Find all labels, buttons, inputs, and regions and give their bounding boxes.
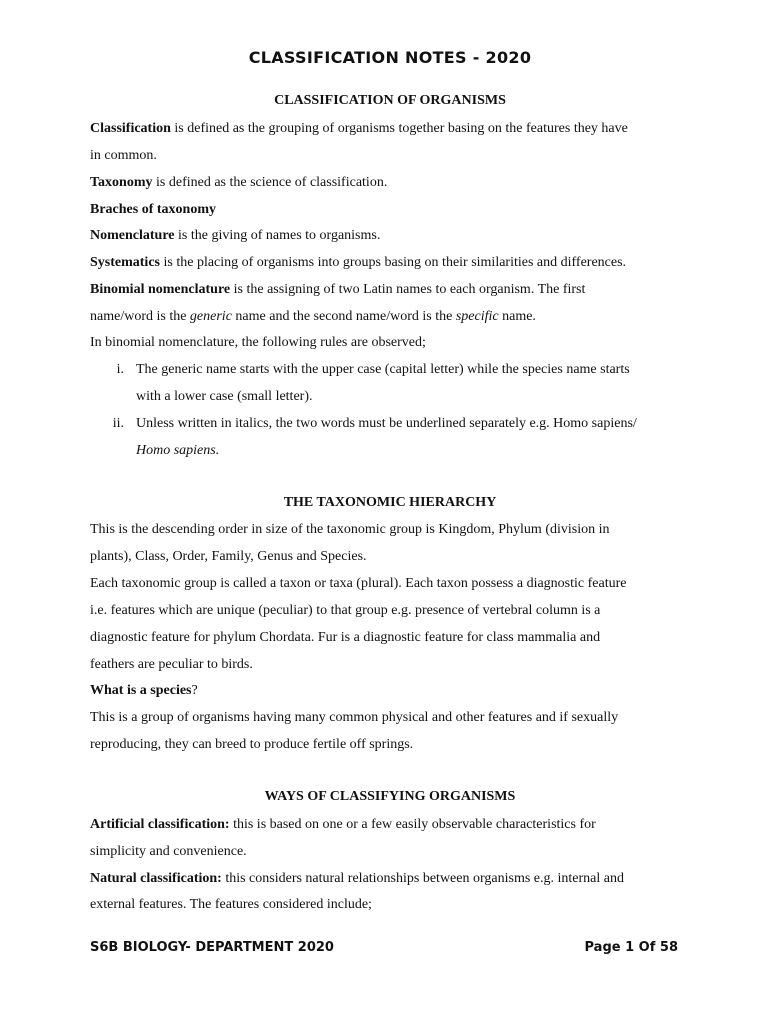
term-systematics: Systematics: [90, 255, 160, 270]
paragraph-taxon-line-2: i.e. features which are unique (peculiar) to that group e.g. presence of vertebral column is a: [90, 603, 601, 618]
definition-text: name/word is the: [90, 309, 190, 324]
term-classification: Classification: [90, 121, 171, 136]
definition-text: is the placing of organisms into groups basing on their similarities and differences.: [160, 255, 627, 270]
definition-text: is defined as the science of classification.: [152, 175, 388, 190]
paragraph-binomial-line-2: [90, 308, 536, 326]
paragraph-taxon-line-1: Each taxonomic group is called a taxon or taxa (plural). Each taxon possess a diagnostic feature: [90, 576, 627, 591]
paragraph-species-line-1: This is a group of organisms having many common physical and other features and if sexually: [90, 710, 619, 725]
list-text: Unless written in italics, the two words must be underlined separately e.g. Homo sapiens/: [136, 416, 637, 431]
list-text-italic: Homo sapiens.: [136, 443, 220, 458]
paragraph-hierarchy-line-2: plants), Class, Order, Family, Genus and Species.: [90, 549, 367, 564]
paragraph-taxonomy: [90, 174, 387, 192]
paragraph-classification-line-1: [90, 120, 628, 138]
section-heading-classification: CLASSIFICATION OF ORGANISMS: [274, 93, 506, 108]
paragraph-natural-line-1: [90, 870, 624, 888]
list-text: The generic name starts with the upper case (capital letter) while the species name starts: [136, 362, 630, 377]
question-mark: ?: [191, 683, 198, 698]
paragraph-nomenclature: [90, 227, 380, 245]
italic-generic: generic: [189, 309, 232, 324]
list-number: ii.: [112, 416, 124, 431]
question-species: [90, 682, 198, 700]
list-text: with a lower case (small letter).: [136, 389, 313, 404]
paragraph-classification-line-2: in common.: [90, 148, 157, 163]
paragraph-taxon-line-4: feathers are peculiar to birds.: [90, 657, 253, 672]
subheading-branches: [90, 201, 216, 219]
section-heading-hierarchy: THE TAXONOMIC HIERARCHY: [283, 495, 497, 510]
list-number: i.: [116, 362, 124, 377]
paragraph-taxon-line-3: diagnostic feature for phylum Chordata. Fur is a diagnostic feature for class mammalia and: [90, 630, 601, 645]
document-title: CLASSIFICATION NOTES - 2020: [248, 48, 532, 67]
paragraph-hierarchy-line-1: This is the descending order in size of the taxonomic group is Kingdom, Phylum (division in: [90, 522, 610, 537]
footer-department: S6B BIOLOGY- DEPARTMENT 2020: [90, 940, 334, 955]
definition-text: this is based on one or a few easily observable characteristics for: [229, 817, 596, 832]
term-nomenclature: Nomenclature: [90, 228, 175, 243]
definition-text: is the assigning of two Latin names to each organism. The first: [230, 282, 586, 297]
paragraph-binomial-line-1: [90, 281, 585, 299]
paragraph-artificial-line-1: [90, 816, 596, 834]
question-species-bold: What is a species: [90, 683, 192, 698]
italic-specific: specific: [455, 309, 499, 324]
term-taxonomy: Taxonomy: [90, 175, 153, 190]
definition-text: is the giving of names to organisms.: [174, 228, 381, 243]
paragraph-natural-line-2: external features. The features considered include;: [90, 897, 372, 912]
section-heading-ways: WAYS OF CLASSIFYING ORGANISMS: [264, 789, 516, 804]
term-artificial: Artificial classification:: [90, 817, 230, 832]
definition-text: is defined as the grouping of organisms together basing on the features they have: [170, 121, 628, 136]
paragraph-systematics: [90, 254, 626, 272]
definition-text: name and the second name/word is the: [231, 309, 456, 324]
definition-text: name.: [498, 309, 536, 324]
footer-page-number: Page 1 Of 58: [584, 940, 678, 955]
paragraph-rules-intro: In binomial nomenclature, the following rules are observed;: [90, 335, 426, 350]
branches-heading-text: Braches of taxonomy: [90, 202, 216, 217]
paragraph-artificial-line-2: simplicity and convenience.: [90, 844, 247, 859]
term-natural: Natural classification:: [90, 871, 222, 886]
term-binomial: Binomial nomenclature: [90, 282, 231, 297]
paragraph-species-line-2: reproducing, they can breed to produce fertile off springs.: [90, 737, 414, 752]
definition-text: this considers natural relationships between organisms e.g. internal and: [221, 871, 624, 886]
